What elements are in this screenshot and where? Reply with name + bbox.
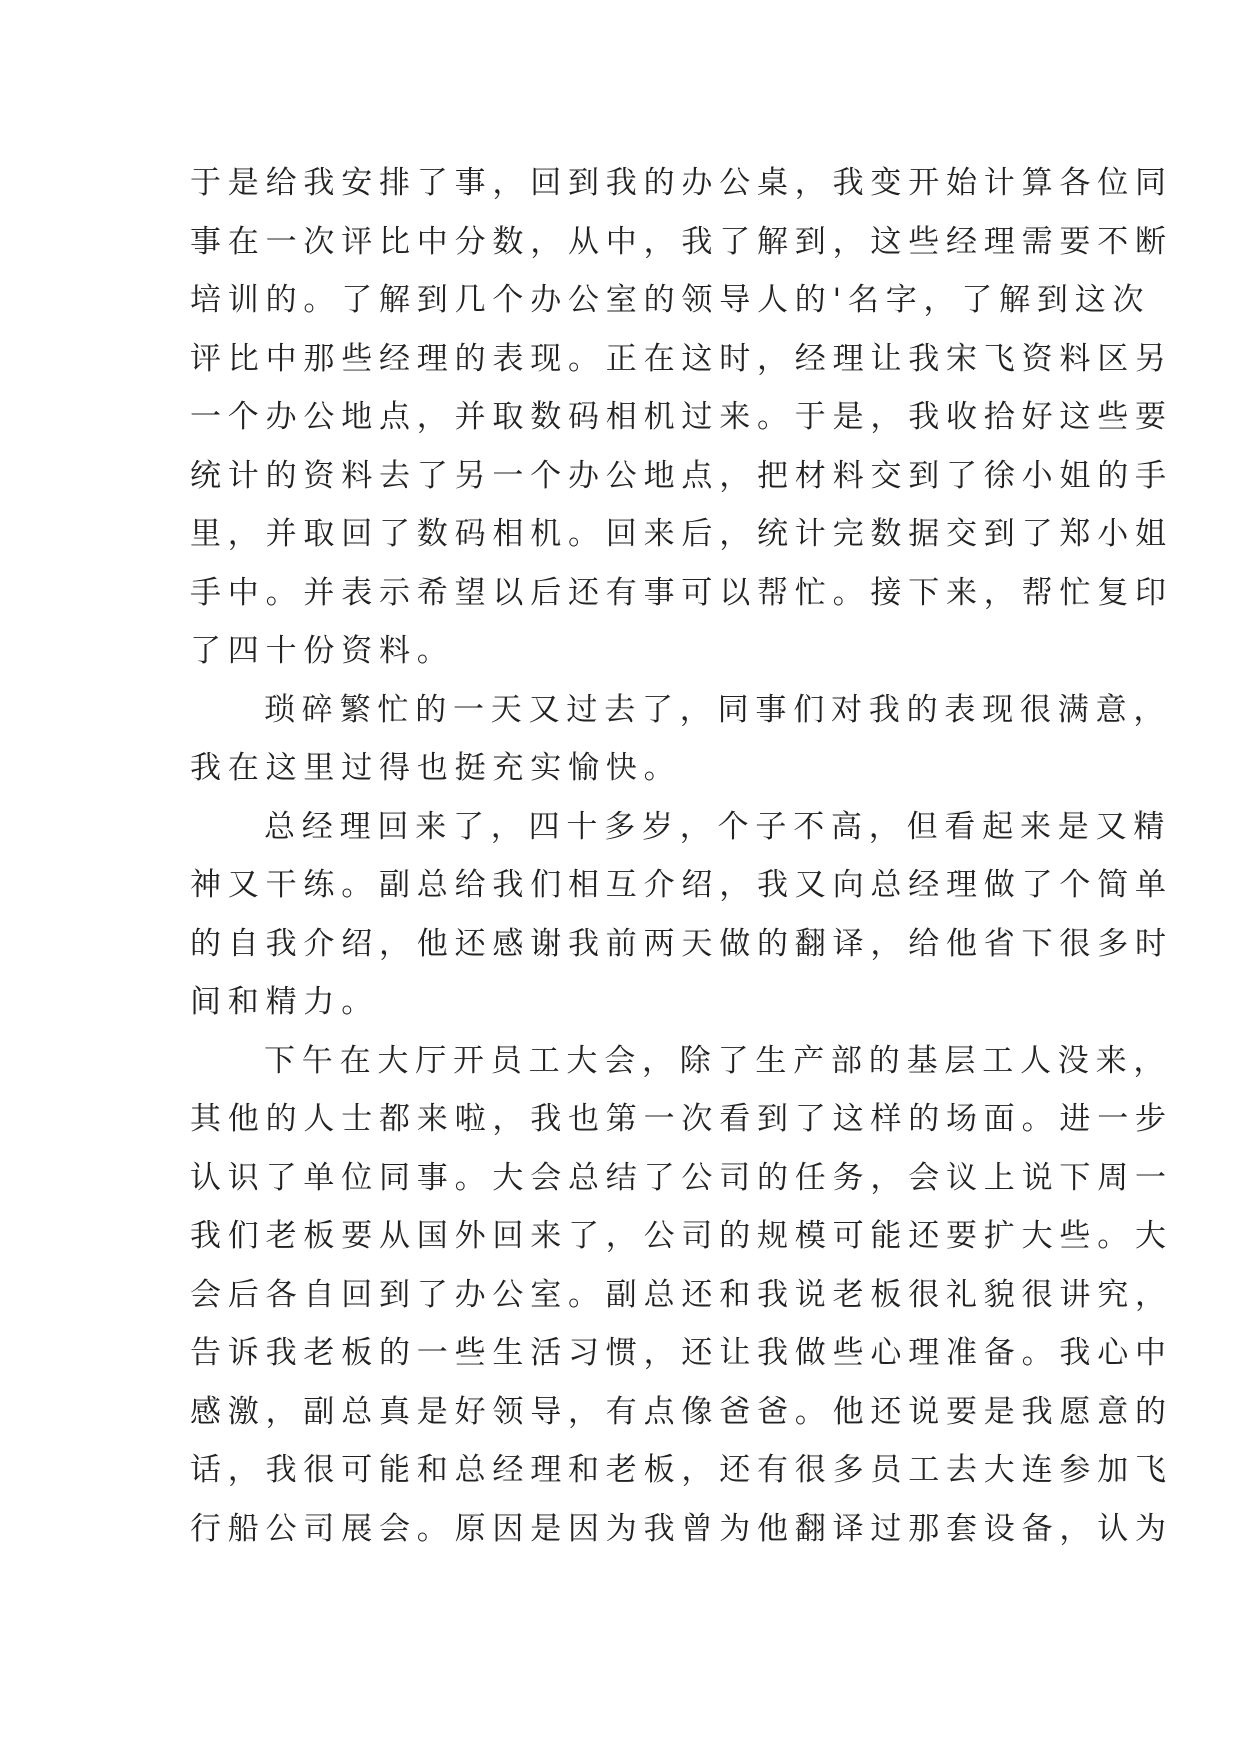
text-line: 感激，副总真是好领导，有点像爸爸。他还说要是我愿意的 <box>190 1393 1173 1430</box>
text-line: 神又干练。副总给我们相互介绍，我又向总经理做了个简单 <box>190 867 1173 903</box>
text-line: 培训的。了解到几个办公室的领导人的'名字，了解到这次 <box>190 282 1151 318</box>
text-line: 行船公司展会。原因是因为我曾为他翻译过那套设备，认为 <box>190 1510 1173 1547</box>
document-body <box>190 154 1173 1558</box>
text-line: 间和精力。 <box>190 984 379 1020</box>
text-line: 我在这里过得也挺充实愉快。 <box>190 750 682 786</box>
text-line: 里，并取回了数码相机。回来后，统计完数据交到了郑小姐 <box>190 516 1173 552</box>
text-line: 评比中那些经理的表现。正在这时，经理让我宋飞资料区另 <box>190 340 1173 377</box>
text-line: 告诉我老板的一些生活习惯，还让我做些心理准备。我心中 <box>190 1335 1173 1371</box>
text-line: 一个办公地点，并取数码相机过来。于是，我收拾好这些要 <box>190 399 1173 435</box>
text-line: 认识了单位同事。大会总结了公司的任务，会议上说下周一 <box>190 1159 1173 1196</box>
text-line: 话，我很可能和总经理和老板，还有很多员工去大连参加飞 <box>190 1452 1173 1488</box>
text-line: 会后各自回到了办公室。副总还和我说老板很礼貌很讲究， <box>190 1276 1173 1313</box>
text-line: 手中。并表示希望以后还有事可以帮忙。接下来，帮忙复印 <box>190 574 1173 611</box>
text-line: 于是给我安排了事，回到我的办公桌，我变开始计算各位同 <box>190 165 1173 201</box>
text-line: 事在一次评比中分数，从中，我了解到，这些经理需要不断 <box>190 223 1173 260</box>
text-line: 统计的资料去了另一个办公地点，把材料交到了徐小姐的手 <box>190 457 1173 494</box>
text-line: 我们老板要从国外回来了，公司的规模可能还要扩大些。大 <box>190 1218 1173 1254</box>
text-line: 其他的人士都来啦，我也第一次看到了这样的场面。进一步 <box>190 1101 1173 1137</box>
paragraph-start-line: 琐碎繁忙的一天又过去了，同事们对我的表现很满意， <box>264 691 1172 728</box>
text-line: 的自我介绍，他还感谢我前两天做的翻译，给他省下很多时 <box>190 925 1173 962</box>
paragraph-start-line: 下午在大厅开员工大会，除了生产部的基层工人没来， <box>264 1042 1172 1079</box>
text-line: 了四十份资料。 <box>190 633 455 669</box>
paragraph-start-line: 总经理回来了，四十多岁，个子不高，但看起来是又精 <box>264 808 1172 845</box>
